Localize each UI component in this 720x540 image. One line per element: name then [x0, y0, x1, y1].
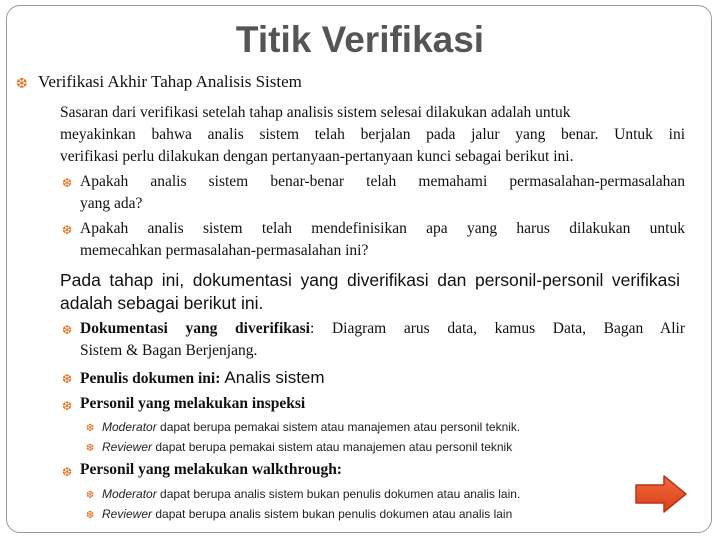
inspeksi-desc: dapat berupa pemakai sistem atau manajemen atau personil teknik: [152, 440, 513, 454]
bullet-icon: ❆: [62, 323, 73, 337]
inspeksi-desc: dapat berupa pemakai sistem atau manajemen atau personil teknik.: [156, 420, 521, 434]
question-line: Apakah analis sistem benar-benar telah memahami permasalahan-permasalahan: [80, 173, 685, 190]
dokumentasi-text: : Diagram arus data, kamus Data, Bagan Alir: [309, 320, 685, 337]
walkthrough-item: [102, 507, 512, 521]
bullet-icon: ❆: [86, 423, 95, 434]
docs-intro-line: adalah sebagai berikut ini.: [60, 293, 264, 313]
intro-line: Sasaran dari verifikasi setelah tahap analisis sistem selesai dilakukan adalah untuk: [60, 104, 571, 121]
inspeksi-item: [102, 440, 512, 454]
penulis-label: Penulis dokumen ini:: [80, 370, 221, 387]
walkthrough-desc: dapat berupa analis sistem bukan penulis dokumen atau analis lain.: [156, 487, 521, 501]
bullet-icon: ❆: [16, 76, 28, 92]
penulis-value: Analis sistem: [224, 368, 325, 387]
bullet-icon: ❆: [62, 399, 73, 413]
bullet-icon: ❆: [62, 176, 73, 190]
inspeksi-item: [102, 420, 520, 434]
question-line: yang ada?: [80, 195, 143, 212]
bullet-icon: ❆: [62, 223, 73, 237]
next-arrow-button[interactable]: [634, 474, 688, 514]
bullet-icon: ❆: [86, 490, 95, 501]
dokumentasi-line-2: Sistem & Bagan Berjenjang.: [80, 342, 258, 359]
walkthrough-role: Reviewer: [102, 507, 153, 521]
question-line: memecahkan permasalahan-permasalahan ini?: [80, 242, 369, 259]
inspeksi-role: Reviewer: [102, 440, 153, 454]
intro-line: meyakinkan bahwa analis sistem telah berjalan pada jalur yang benar. Untuk ini: [60, 126, 685, 143]
penulis-line: [80, 368, 325, 388]
next-arrow-icon: [634, 474, 688, 514]
question-line: Apakah analis sistem telah mendefinisikan apa yang harus dilakukan untuk: [80, 220, 685, 237]
walkthrough-role: Moderator: [102, 487, 157, 501]
dokumentasi-line: [80, 320, 685, 338]
bullet-icon: ❆: [86, 443, 95, 454]
bullet-icon: ❆: [62, 465, 73, 479]
intro-line: verifikasi perlu dilakukan dengan pertanyaan-pertanyaan kunci sebagai berikut ini.: [60, 148, 574, 165]
inspeksi-role: Moderator: [102, 420, 157, 434]
walkthrough-desc: dapat berupa analis sistem bukan penulis dokumen atau analis lain: [152, 507, 513, 521]
walkthrough-label: Personil yang melakukan walkthrough:: [80, 461, 342, 478]
docs-intro-line: Pada tahap ini, dokumentasi yang diverifikasi dan personil-personil verifikasi: [60, 270, 680, 290]
inspeksi-label: Personil yang melakukan inspeksi: [80, 395, 306, 412]
walkthrough-item: [102, 487, 520, 501]
dokumentasi-label: Dokumentasi yang diverifikasi: [80, 320, 310, 337]
bullet-icon: ❆: [86, 510, 95, 521]
bullet-icon: ❆: [62, 372, 73, 386]
section-heading: Verifikasi Akhir Tahap Analisis Sistem: [38, 72, 302, 91]
slide-title: Titik Verifikasi: [235, 19, 485, 60]
